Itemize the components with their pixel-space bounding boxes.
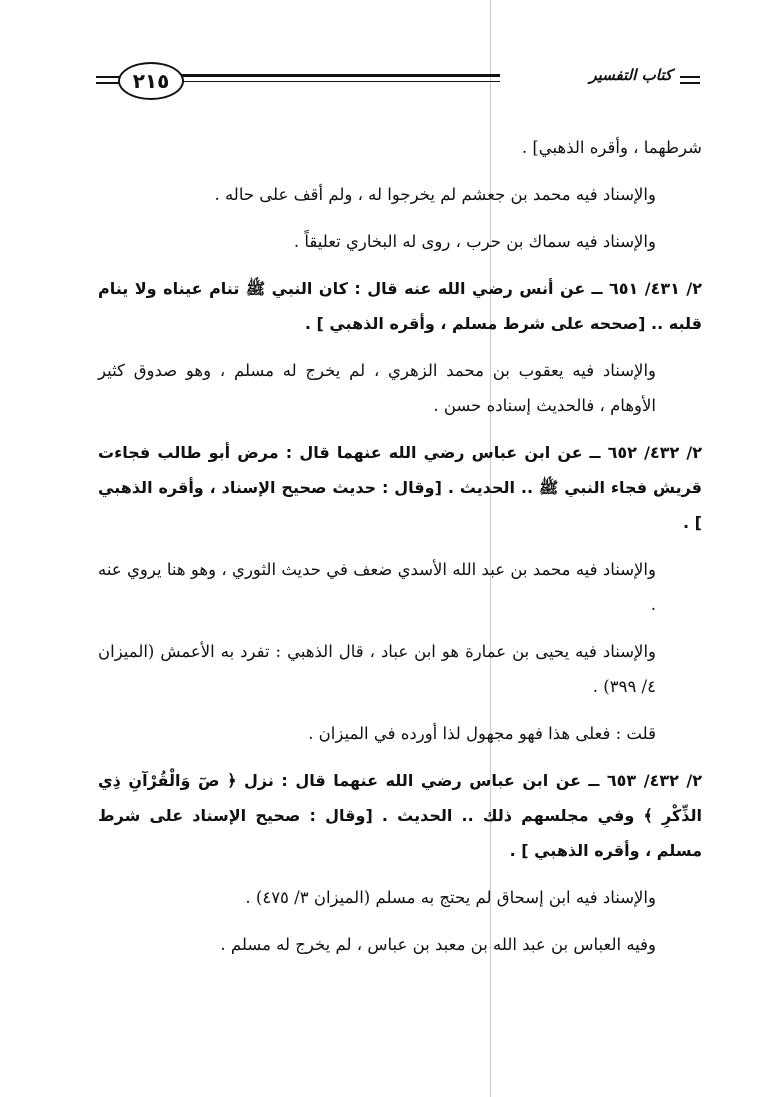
paragraph-9	[98, 716, 702, 751]
paragraph-7	[98, 552, 702, 622]
hadith-text: عن ابن عباس رضي الله عنهما قال : نزل ﴿ صٓ وَالْقُرْآنِ ذِي الذِّكْرِ ﴾ وفي مجلسهم ذلك .. الحديث . [وقال : صحيح الإسناد على شرط مسلم ، وأقره الذهبي ] .	[98, 771, 702, 860]
paragraph-text: والإسناد فيه يحيى بن عمارة هو ابن عباد ، قال الذهبي : تفرد به الأعمش (الميزان ٤/ ٣٩٩) .	[98, 642, 656, 696]
page-number: ٢١٥	[118, 62, 184, 100]
header-rule	[156, 74, 500, 82]
hadith-reference: ٢/ ٤٣١/ ٦٥١ ــ	[591, 279, 702, 298]
paragraph-text: والإسناد فيه يعقوب بن محمد الزهري ، لم يخرج له مسلم ، وهو صدوق كثير الأوهام ، فالحديث إسناده حسن .	[98, 361, 656, 415]
paragraph-8	[98, 634, 702, 704]
hadith-652	[98, 435, 702, 540]
header-ornament-right	[680, 76, 700, 88]
paragraph-5	[98, 353, 702, 423]
paragraph-text: شرطهما ، وأقره الذهبي] .	[521, 138, 702, 157]
paragraph-text: والإسناد فيه محمد بن جعشم لم يخرجوا له ، ولم أقف على حاله .	[214, 185, 656, 204]
paragraph-text: والإسناد فيه محمد بن عبد الله الأسدي ضعف في حديث الثوري ، وهو هنا يروي عنه .	[98, 560, 656, 614]
hadith-reference: ٢/ ٤٣٢/ ٦٥٢ ــ	[589, 443, 702, 462]
hadith-reference: ٢/ ٤٣٢/ ٦٥٣ ــ	[588, 771, 703, 790]
paragraph-text: والإسناد فيه ابن إسحاق لم يحتج به مسلم (الميزان ٣/ ٤٧٥) .	[245, 888, 656, 907]
hadith-651	[98, 271, 702, 341]
paragraph-12	[98, 927, 702, 962]
paragraph-11	[98, 880, 702, 915]
paragraph-text: وفيه العباس بن عبد الله بن معبد بن عباس ، لم يخرج له مسلم .	[220, 935, 656, 954]
hadith-text: عن ابن عباس رضي الله عنهما قال : مرض أبو طالب فجاءت قريش فجاء النبي ﷺ .. الحديث . [وقال : حديث صحيح الإسناد ، وأقره الذهبي ] .	[98, 443, 702, 532]
paragraph-text: قلت : فعلى هذا فهو مجهول لذا أورده في الميزان .	[308, 724, 656, 743]
paragraph-text: والإسناد فيه سماك بن حرب ، روى له البخاري تعليقاً .	[293, 232, 656, 251]
book-title: كتاب التفسير	[589, 66, 672, 84]
hadith-653	[98, 763, 702, 868]
page-header	[96, 62, 700, 106]
page-body	[98, 130, 702, 974]
paragraph-2	[98, 177, 702, 212]
hadith-text: عن أنس رضي الله عنه قال : كان النبي ﷺ تنام عيناه ولا ينام قلبه .. [صححه على شرط مسلم ، وأقره الذهبي ] .	[98, 279, 702, 333]
paragraph-3	[98, 224, 702, 259]
paragraph-1	[98, 130, 702, 165]
